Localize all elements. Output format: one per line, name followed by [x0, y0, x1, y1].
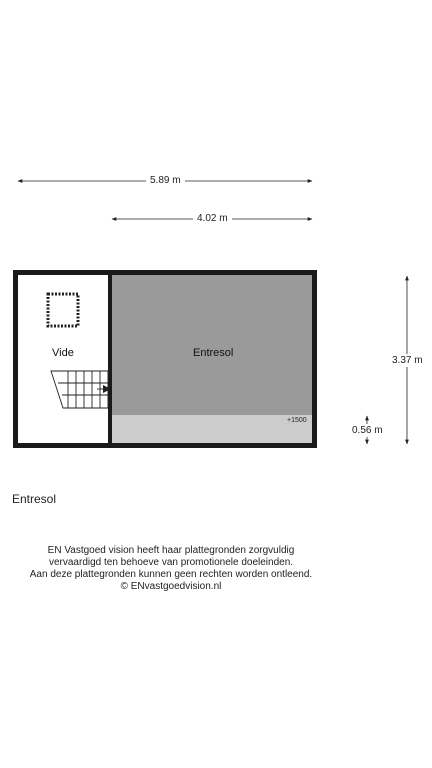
elevation-label: +1500: [287, 417, 307, 424]
disclaimer-line: Aan deze plattegronden kunnen geen rechten worden ontleend.: [29, 569, 313, 580]
entresol-width-label: 4.02 m: [193, 213, 232, 224]
disclaimer-line: vervaardigd ten behoeve van promotionele doeleinden.: [48, 557, 294, 568]
skylight-icon: [48, 294, 78, 326]
height-label: 3.37 m: [392, 355, 423, 366]
step-height-label: 0.56 m: [352, 425, 383, 436]
room-label-vide: Vide: [52, 347, 74, 359]
disclaimer-copyright: © ENvastgoedvision.nl: [120, 581, 222, 592]
total-width-label: 5.89 m: [146, 175, 185, 186]
disclaimer: [0, 545, 342, 593]
plan-title: Entresol: [12, 492, 57, 506]
lower-floor-strip: [112, 415, 312, 443]
room-label-entresol: Entresol: [193, 347, 234, 359]
entresol-area: [112, 275, 312, 415]
disclaimer-line: EN Vastgoed vision heeft haar plattegronden zorgvuldig: [47, 545, 295, 556]
